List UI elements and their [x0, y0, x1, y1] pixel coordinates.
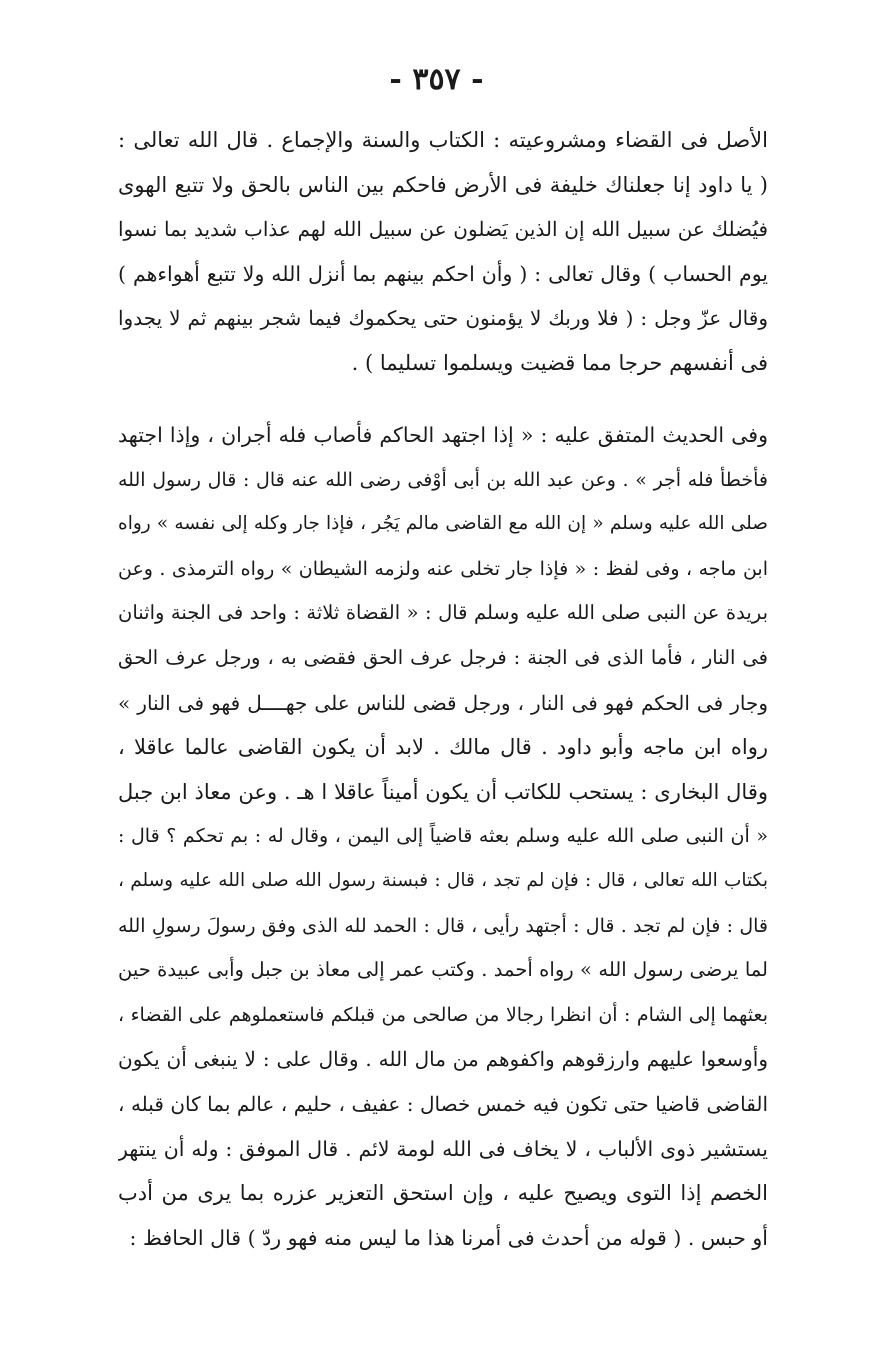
- text-line: القاضى قاضيا حتى تكون فيه خمس خصال : عفيف ، حليم ، عالم بما كان قبله ،: [118, 1091, 768, 1116]
- text-line: أو حبس . ( قوله من أحدث فى أمرنا هذا ما ليس منه فهو ردّ ) قال الحافظ :: [129, 1225, 768, 1250]
- page-number: - ٣٥٧ -: [389, 62, 484, 97]
- text-line: فى أنفسهم حرجا مما قضيت ويسلموا تسليما ) .: [351, 350, 768, 375]
- text-line: وقال البخارى : يستحب للكاتب أن يكون أميناً عاقلا ا هـ . وعن معاذ ابن جبل: [118, 779, 768, 804]
- text-line: فى النار ، فأما الذى فى الجنة : فرجل عرف الحق فقضى به ، ورجل عرف الحق: [118, 645, 768, 669]
- text-line: ابن ماجه ، وفى لفظ : « فإذا جار تخلى عنه ولزمه الشيطان » رواه الترمذى . وعن: [118, 557, 768, 580]
- text-line: لما يرضى رسول الله » رواه أحمد . وكتب عمر إلى معاذ بن جبل وأبى عبيدة حين: [118, 958, 768, 982]
- text-line: بكتاب الله تعالى ، قال : فإن لم تجد ، قال : فبسنة رسول الله صلى الله عليه وسلم ،: [118, 869, 768, 891]
- text-line: بعثهما إلى الشام : أن انظرا رجالا من صالحى من قبلكم فاستعملوهم على القضاء ،: [118, 1003, 768, 1026]
- text-line: الأصل فى القضاء ومشروعيته : الكتاب والسنة والإجماع . قال الله تعالى :: [118, 128, 768, 152]
- text-line: « أن النبى صلى الله عليه وسلم بعثه قاضياً إلى اليمن ، وقال له : بم تحكم ؟ قال :: [118, 825, 768, 848]
- text-line: ( يا داود إنا جعلناك خليفة فى الأرض فاحكم بين الناس بالحق ولا تتبع الهوى: [118, 172, 768, 197]
- text-line: الخصم إذا التوى ويصيح عليه ، وإن استحق التعزير عزره بما يرى من أدب: [118, 1181, 768, 1206]
- text-line: وقال عزّ وجل : ( فلا وربك لا يؤمنون حتى يحكموك فيما شجر بينهم ثم لا يجدوا: [118, 306, 768, 331]
- paragraph-1: [118, 118, 768, 386]
- text-line: صلى الله عليه وسلم « إن الله مع القاضى مالم يَجُر ، فإذا جار وكله إلى نفسه » رواه: [118, 513, 768, 535]
- text-line: فأخطأ فله أجر » . وعن عبد الله بن أبى أوْفى رضى الله عنه قال : قال رسول الله: [118, 468, 768, 491]
- text-line: قال : فإن لم تجد . قال : أجتهد رأيى ، قال : الحمد لله الذى وفق رسولَ رسولِ الله: [118, 914, 768, 937]
- text-line: يوم الحساب ) وقال تعالى : ( وأن احكم بينهم بما أنزل الله ولا تتبع أهواءهم ): [118, 261, 768, 286]
- text-line: وفى الحديث المتفق عليه : « إذا اجتهد الحاكم فأصاب فله أجران ، وإذا اجتهد: [118, 423, 768, 447]
- text-line: وأوسعوا عليهم وارزقوهم واكفوهم من مال الله . وقال على : لا ينبغى أن يكون: [118, 1047, 768, 1072]
- text-line: فيُضلك عن سبيل الله إن الذين يَضلون عن سبيل الله لهم عذاب شديد بما نسوا: [118, 217, 768, 242]
- text-line: وجار فى الحكم فهو فى النار ، ورجل قضى للناس على جهــــل فهو فى النار »: [118, 690, 768, 715]
- text-line: رواه ابن ماجه وأبو داود . قال مالك . لابد أن يكون القاضى عالما عاقلا ،: [118, 735, 768, 760]
- text-line: يستشير ذوى الألباب ، لا يخاف فى الله لومة لائم . قال الموفق : وله أن ينتهر: [118, 1136, 768, 1161]
- paragraph-2: [118, 413, 768, 1260]
- text-line: بريدة عن النبى صلى الله عليه وسلم قال : « القضاة ثلاثة : واحد فى الجنة واثنان: [118, 601, 768, 625]
